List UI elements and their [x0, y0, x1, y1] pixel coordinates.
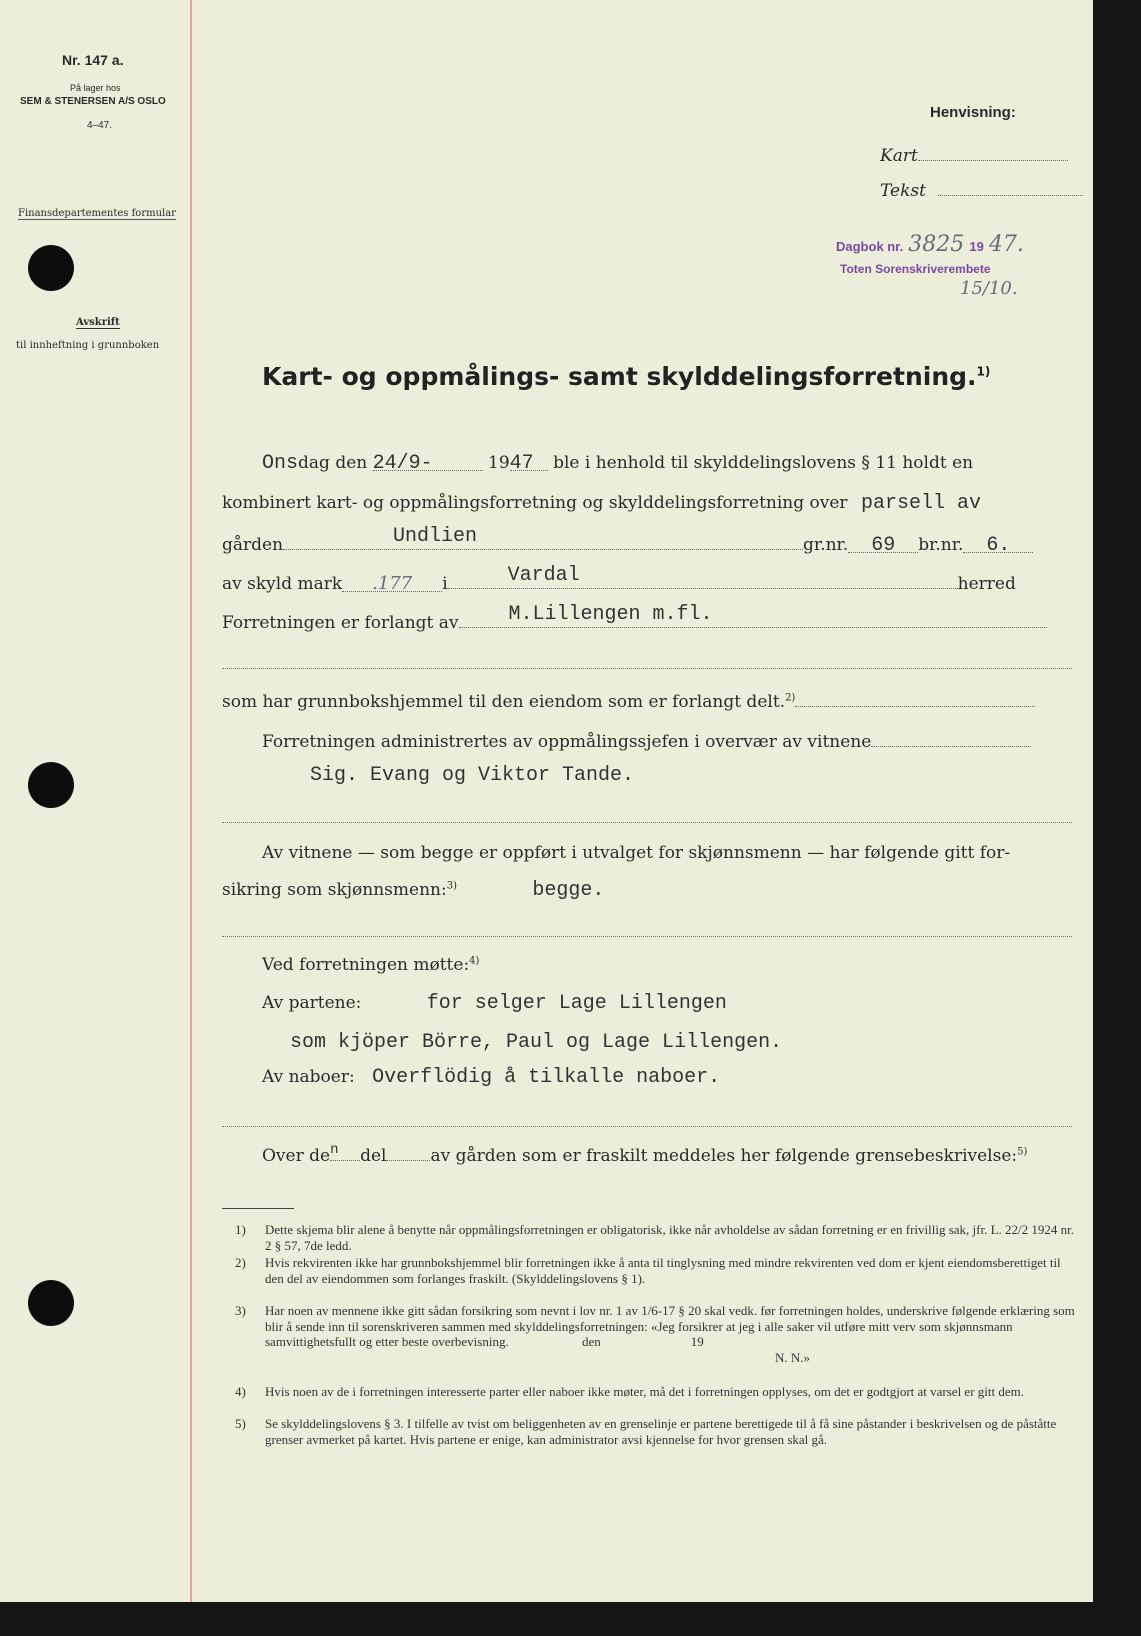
date-value[interactable]: 24/9-: [373, 452, 483, 471]
grense-note: 5): [1017, 1146, 1028, 1158]
over-de-label: Over de: [262, 1146, 331, 1166]
dagbok-label: Dagbok nr.: [836, 239, 904, 254]
naboer-label: Av naboer:: [262, 1067, 355, 1087]
vitner-note: 3): [446, 880, 457, 892]
weekday-value[interactable]: Ons: [262, 452, 299, 475]
hjemmel-text: som har grunnbokshjemmel til den eiendom som er forlangt delt.: [222, 692, 786, 712]
admin-text: Forretningen administrertes av oppmålingssjefen i overvær av vitnene: [262, 732, 872, 752]
footnote-number: 2): [235, 1255, 246, 1270]
print-date: 4–47.: [87, 120, 113, 131]
naboer-value[interactable]: Overflödig å tilkalle naboer.: [372, 1066, 721, 1089]
partene-label: Av partene:: [262, 993, 362, 1013]
motte-text: Ved forretningen møtte:: [262, 955, 470, 975]
garden-value: Undlien: [393, 525, 478, 548]
scan-edge-right: [1093, 0, 1141, 1636]
grnr-value[interactable]: 69: [848, 534, 918, 553]
dotted-line: [222, 822, 1072, 823]
reference-title: Henvisning:: [930, 104, 1016, 121]
skyld-value[interactable]: .177: [342, 573, 442, 592]
over-value[interactable]: n: [330, 1142, 360, 1161]
partene-value2[interactable]: som kjöper Börre, Paul og Lage Lillengen.: [290, 1031, 783, 1054]
herred-label: herred: [957, 574, 1016, 594]
partene-value1[interactable]: for selger Lage Lillengen: [426, 992, 727, 1015]
witnesses-value[interactable]: Sig. Evang og Viktor Tande.: [310, 764, 635, 787]
del-input[interactable]: [386, 1142, 430, 1161]
stamp-year-prefix: 19: [969, 239, 984, 254]
line-hjemmel: [222, 688, 1072, 714]
tekst-input[interactable]: [938, 177, 1083, 196]
line-grense: [262, 1142, 1082, 1168]
footnote-number: 1): [235, 1222, 246, 1237]
motte-note: 4): [469, 955, 480, 967]
stamp-year: 47.: [988, 232, 1024, 257]
title-text: Kart- og oppmålings- samt skylddelingsforretning.: [262, 362, 977, 391]
footnote-text: Dette skjema blir alene å benytte når oppmålingsforretningen er obligatorisk, ikke når avholdelse av sådan forretning er en frivillig sak, jfr. L. 22/2 1924 nr. 2 § 57, 7de ledd.: [265, 1222, 1075, 1253]
copy-sub: til innheftning i grunnboken: [16, 340, 160, 351]
forlangt-label: Forretningen er forlangt av: [222, 613, 459, 633]
vitner-text: sikring som skjønnsmenn:: [222, 880, 447, 900]
footnote-5: [235, 1416, 1075, 1447]
garden-input[interactable]: [283, 525, 803, 550]
footnote-year: 19: [690, 1334, 704, 1349]
dotted-line: [222, 936, 1072, 937]
footnote-2: [235, 1255, 1075, 1286]
brnr-value[interactable]: 6.: [963, 534, 1033, 553]
forlangt-value: M.Lillengen m.fl.: [508, 603, 713, 626]
footnote-sign: N. N.»: [775, 1349, 811, 1365]
dag-den-label: dag den: [298, 453, 368, 473]
scan-edge-bottom: [0, 1602, 1141, 1636]
line-naboer: [262, 1066, 1112, 1092]
copy-label: Avskrift: [76, 317, 120, 328]
footnote-4: [235, 1384, 1075, 1400]
margin-line: [190, 0, 192, 1602]
form-number: Nr. 147 a.: [62, 52, 124, 68]
footnote-3: [235, 1303, 1075, 1365]
tekst-field: [880, 177, 1083, 201]
grnr-label: gr.nr.: [803, 535, 849, 555]
brnr-label: br.nr.: [918, 535, 964, 555]
line-skyld: [222, 564, 1072, 596]
footnote-den: den: [581, 1334, 601, 1349]
dagbok-number: 3825: [908, 232, 965, 257]
printer-line1: På lager hos: [70, 83, 121, 93]
page-title: [262, 362, 990, 391]
footnote-text: Hvis noen av de i forretningen interesserte parter eller naboer ikke møter, må det i forretningen opplyses, om det er godtgjort at varsel er gitt dem.: [265, 1384, 1025, 1399]
i-label: i: [442, 574, 448, 594]
dotted-line: [222, 668, 1072, 669]
line-combined: [222, 492, 1072, 518]
line-forlangt: [222, 603, 1072, 635]
year-prefix: 19: [488, 453, 510, 473]
hjemmel-input[interactable]: [795, 688, 1035, 707]
skyld-label: av skyld mark: [222, 574, 343, 594]
kommune-value: Vardal: [507, 564, 580, 587]
line-partene: [262, 992, 1112, 1018]
admin-input[interactable]: [871, 728, 1031, 747]
line-admin: [262, 728, 1072, 754]
line-vitner: Av vitnene — som begge er oppført i utvalget for skjønnsmenn — har følgende gitt for-: [262, 843, 1011, 863]
garden-label: gården: [222, 535, 284, 555]
title-note: 1): [976, 364, 991, 379]
footnote-number: 3): [235, 1303, 246, 1318]
stamp-office: Toten Sorenskriverembete: [840, 262, 991, 276]
vitner-value[interactable]: begge.: [532, 879, 605, 902]
printer-line2: SEM & STENERSEN A/S OSLO: [20, 96, 166, 107]
dagbok-stamp: [836, 232, 1024, 257]
grense-text: av gården som er fraskilt meddeles her følgende grensebeskrivelse:: [430, 1146, 1018, 1166]
footnote-rule: [222, 1208, 294, 1209]
footnote-number: 5): [235, 1416, 246, 1431]
punch-hole: [28, 245, 74, 291]
line1-text: ble i henhold til skylddelingslovens § 11 holdt en: [553, 453, 974, 473]
line-skjonnsmenn: [222, 879, 1072, 905]
kart-field: [880, 142, 1068, 166]
stamp-date: 15/10.: [960, 278, 1018, 299]
kommune-input[interactable]: [448, 564, 958, 589]
footnote-text: Se skylddelingslovens § 3. I tilfelle av tvist om beliggenheten av en grenselinje er partene berettigede til å få sine påstander i beskrivelsen og de påståtte grenser avmerket på kartet. Hvis partene er enige, kan administrator avsi kjennelse for hvor grensen skal gå.: [265, 1416, 1057, 1447]
line2-text: kombinert kart- og oppmålingsforretning og skylddelingsforretning over: [222, 493, 848, 513]
footnote-text: Hvis rekvirenten ikke har grunnbokshjemmel blir forretningen ikke å anta til tinglysning med mindre rekvirenten ved dom er kjent eiendomsberettiget til den del av eiendommen som forlanges fraskilt. (Skylddelingslovens § 1).: [265, 1255, 1061, 1286]
tekst-label: Tekst: [880, 181, 926, 201]
line-date: [222, 452, 1072, 478]
punch-hole: [28, 762, 74, 808]
kart-label: Kart: [880, 146, 918, 166]
line2-value[interactable]: parsell av: [860, 492, 981, 515]
forlangt-input[interactable]: [459, 603, 1047, 628]
kart-input[interactable]: [918, 142, 1068, 161]
footnote-text: Har noen av mennene ikke gitt sådan forsikring som nevnt i lov nr. 1 av 1/6-17 § 20 skal vedk. før forretningen holdes, underskrive følgende erklæring som blir å sende inn til sorenskriveren sammen med skylddelingsforretningen: «Jeg forsikrer at jeg i alle saker vil utføre mitt verv som skjønnsmann samvittighetsfullt og etter beste overbevisning.: [265, 1303, 1075, 1349]
year-value[interactable]: 47: [510, 452, 548, 471]
footnote-1: [235, 1222, 1075, 1253]
line-motte: [262, 955, 1112, 981]
del-label: del: [360, 1146, 387, 1166]
footnote-number: 4): [235, 1384, 246, 1399]
ministry-label: Finansdepartementes formular: [18, 208, 176, 219]
hjemmel-note: 2): [785, 692, 796, 704]
punch-hole: [28, 1280, 74, 1326]
dotted-line: [222, 1126, 1072, 1127]
line-garden: [222, 525, 1072, 557]
